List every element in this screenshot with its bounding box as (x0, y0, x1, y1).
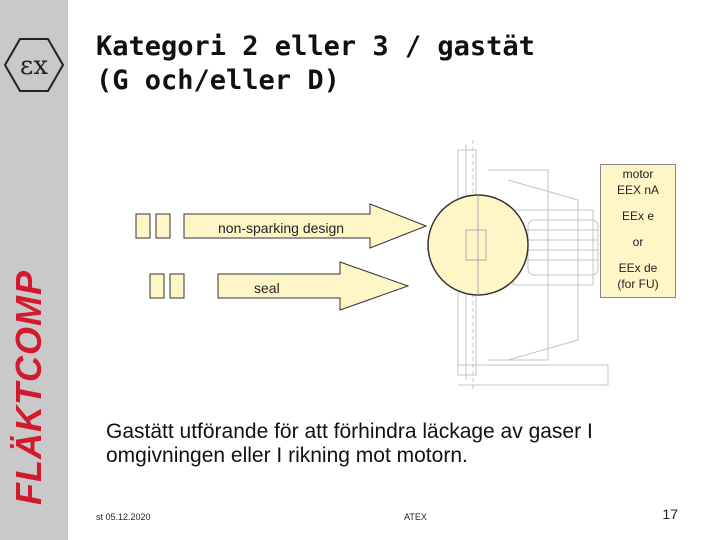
brand-wordmark: FLÄKTCOMP (8, 270, 49, 505)
footer-title: ATEX (404, 512, 427, 522)
motor-info-box (600, 164, 676, 298)
body-text: Gastätt utförande för att förhindra läckage av gaser I omgivningen eller I rikning mot motorn. (106, 420, 593, 467)
footer-date: st 05.12.2020 (96, 512, 151, 522)
motor-line-5: EEx de (618, 261, 658, 275)
motor-line-1: motor (622, 167, 654, 181)
arrow-seal (218, 262, 408, 310)
part-box (170, 274, 184, 298)
title-line-2: (G och/eller D) (96, 65, 340, 96)
sidebar (0, 0, 68, 540)
motor-line-4: or (632, 235, 644, 249)
ex-hexagon-icon (2, 36, 66, 94)
motor-line-3: EEx e (621, 209, 654, 223)
part-box (136, 214, 150, 238)
part-box (156, 214, 170, 238)
motor-line-2: EEX nA (616, 183, 660, 197)
page-title (96, 30, 535, 98)
part-box (150, 274, 164, 298)
page-number: 17 (662, 506, 678, 522)
arrow-label-non-sparking: non-sparking design (218, 220, 345, 236)
title-line-1: Kategori 2 eller 3 / gastät (96, 31, 535, 62)
logo-text: ɛx (19, 51, 49, 81)
arrow-label-seal: seal (254, 280, 280, 296)
motor-line-6: (for FU) (617, 277, 659, 291)
